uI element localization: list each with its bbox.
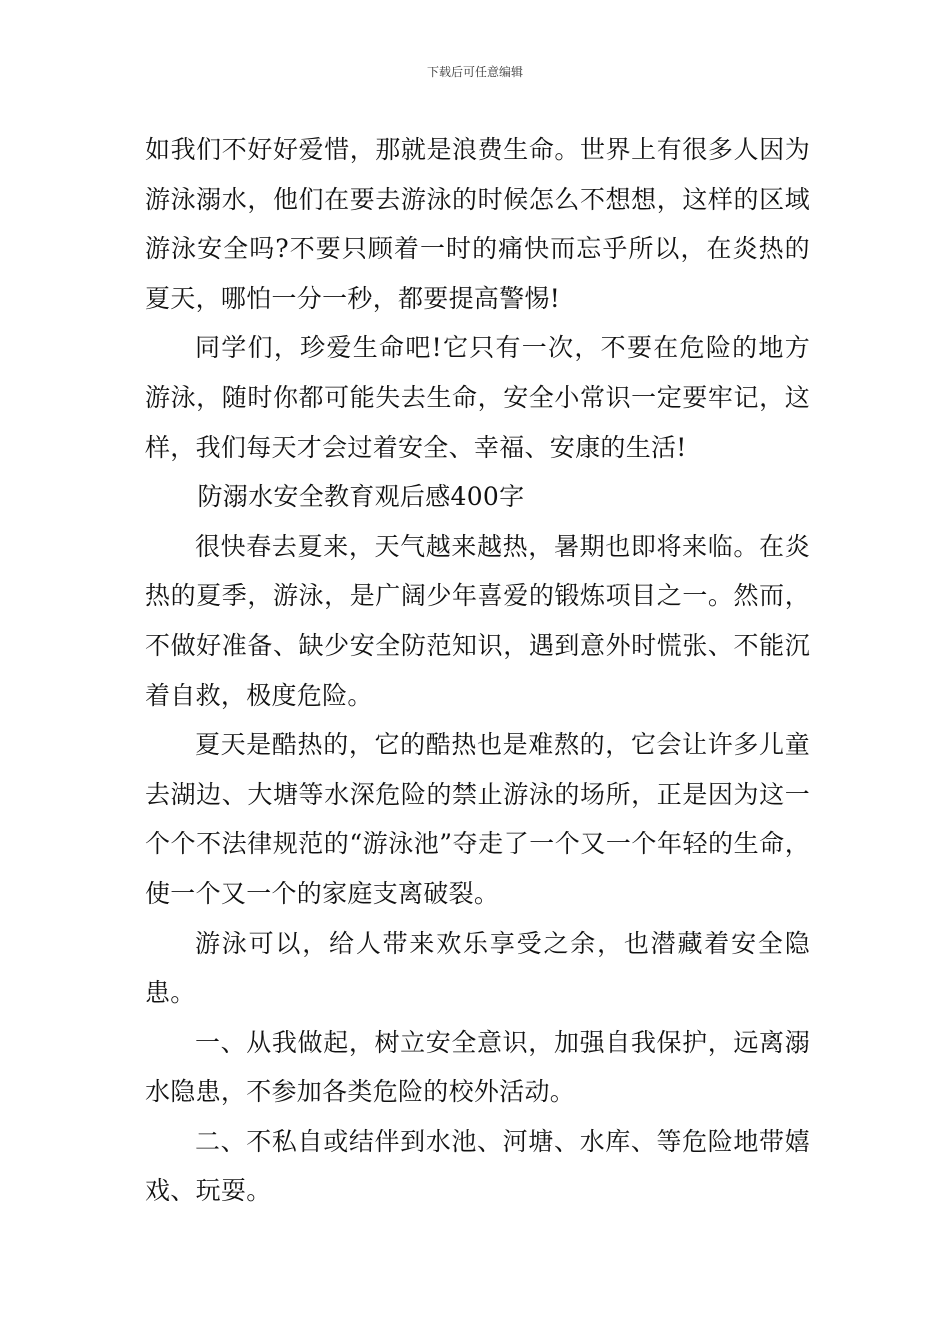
document-body — [145, 125, 810, 1216]
paragraph-continued: 如我们不好好爱惜，那就是浪费生命。世界上有很多人因为游泳溺水，他们在要去游泳的时候怎么不想想，这样的区域游泳安全吗?不要只顾着一时的痛快而忘乎所以，在炎热的夏天，哪怕一分一秒，都要提高警惕! — [145, 135, 810, 313]
paragraph: 夏天是酷热的，它的酷热也是难熬的，它会让许多儿童去湖边、大塘等水深危险的禁止游泳的场所，正是因为这一个个不法律规范的“游泳池”夺走了一个又一个年轻的生命，使一个又一个的家庭支离破裂。 — [145, 730, 810, 908]
paragraph: 同学们，珍爱生命吧!它只有一次，不要在危险的地方游泳，随时你都可能失去生命，安全小常识一定要牢记，这样，我们每天才会过着安全、幸福、安康的生活! — [145, 333, 810, 462]
page-header: 下载后可任意编辑 — [426, 65, 523, 79]
paragraph: 二、不私自或结伴到水池、河塘、水库、等危险地带嬉戏、玩耍。 — [145, 1126, 810, 1206]
paragraph: 游泳可以，给人带来欢乐享受之余，也潜藏着安全隐患。 — [145, 928, 810, 1008]
paragraph: 很快春去夏来，天气越来越热，暑期也即将来临。在炎热的夏季，游泳，是广阔少年喜爱的锻炼项目之一。然而，不做好准备、缺少安全防范知识，遇到意外时慌张、不能沉着自救，极度危险。 — [145, 531, 810, 710]
section-title: 防溺水安全教育观后感400字 — [197, 482, 525, 512]
paragraph: 一、从我做起，树立安全意识，加强自我保护，远离溺水隐患，不参加各类危险的校外活动。 — [145, 1027, 810, 1107]
